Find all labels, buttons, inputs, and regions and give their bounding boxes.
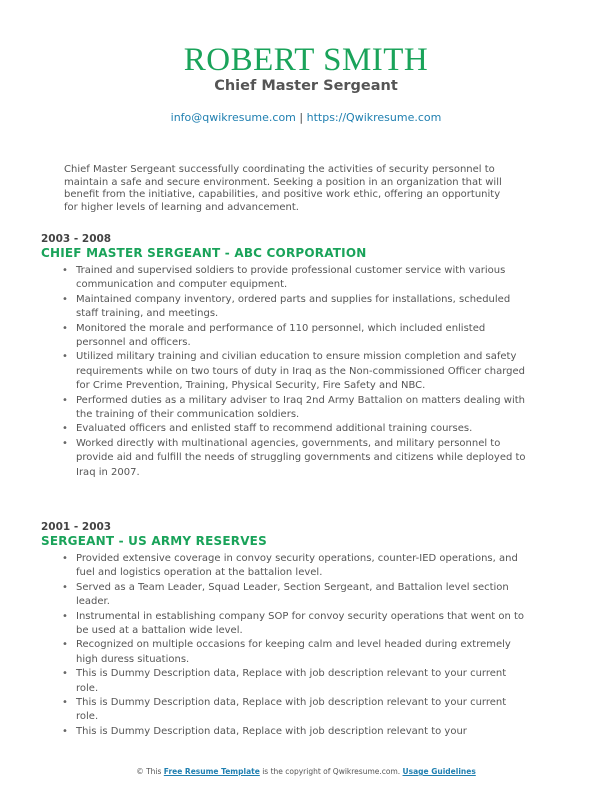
bullet-item (41, 725, 531, 739)
bullet-icon: • (62, 322, 68, 334)
bullet-text: Trained and supervised soldiers to provide professional customer service with various communication and computer equipment. (76, 265, 506, 291)
footer-copyright-text: is the copyright of Qwikresume.com. (262, 767, 401, 776)
website-link[interactable]: https://Qwikresume.com (306, 111, 442, 124)
bullet-text: This is Dummy Description data, Replace with job description relevant to your current role. (76, 668, 507, 694)
bullet-text: Monitored the morale and performance of 110 personnel, which included enlisted personnel and officers. (76, 322, 486, 349)
experience-entry (41, 521, 531, 739)
bullet-text: Served as a Team Leader, Squad Leader, Section Sergeant, and Battalion level section leader. (76, 581, 509, 608)
bullet-item (41, 696, 531, 725)
job-bullets (41, 264, 531, 480)
bullet-icon: • (62, 351, 68, 363)
contact-separator: | (299, 111, 304, 124)
bullet-item (41, 422, 531, 436)
job-heading: CHIEF MASTER SERGEANT - ABC CORPORATION (41, 246, 367, 260)
bullet-item (41, 610, 531, 639)
bullet-icon: • (62, 697, 68, 709)
bullet-item (41, 437, 531, 480)
footer (0, 767, 612, 777)
job-dates: 2003 - 2008 (41, 233, 112, 245)
email-link[interactable]: info@qwikresume.com (170, 111, 296, 124)
bullet-text: This is Dummy Description data, Replace with job description relevant to your current role. (76, 697, 507, 723)
bullet-item (41, 552, 531, 581)
bullet-text: Instrumental in establishing company SOP for convoy security operations that went on to be used at a battalion wide level. (76, 610, 525, 637)
job-heading: SERGEANT - US ARMY RESERVES (41, 534, 267, 548)
experience-entry (41, 233, 531, 480)
bullet-icon: • (62, 394, 68, 406)
bullet-icon: • (62, 437, 68, 449)
free-resume-template-link[interactable]: Free Resume Template (163, 767, 260, 776)
bullet-icon: • (62, 725, 68, 737)
bullet-icon: • (62, 553, 68, 564)
usage-guidelines-link[interactable]: Usage Guidelines (402, 767, 476, 776)
bullet-text: Utilized military training and civilian education to ensure mission completion and safety requirements while on two tours of duty in Iraq as the Non-commissioned Officer charged for Crime Prevention, Training, Physical Security, Fire Safety and NBC. (76, 351, 526, 392)
bullet-text: Evaluated officers and enlisted staff to recommend additional training courses. (76, 423, 473, 435)
bullet-item (41, 322, 531, 351)
bullet-text: This is Dummy Description data, Replace with job description relevant to your (76, 725, 467, 737)
job-dates: 2001 - 2003 (41, 521, 112, 533)
summary-paragraph: Chief Master Sergeant successfully coordinating the activities of security personnel to maintain a safe and secure environment. Seeking a position in an organization that will benefit from the initiative, capabilities, and positive work ethic, offering an opportunity for higher levels of learning and advancement. (64, 164, 502, 214)
bullet-item (41, 293, 531, 322)
job-bullets (41, 552, 531, 739)
bullet-icon: • (62, 639, 68, 651)
bullet-item (41, 638, 531, 667)
bullet-icon: • (62, 423, 68, 435)
footer-prefix: © This (136, 767, 162, 776)
bullet-item (41, 581, 531, 610)
bullet-text: Recognized on multiple occasions for keeping calm and level headed during extremely high duress situations. (76, 639, 511, 665)
bullet-text: Provided extensive coverage in convoy security operations, counter-IED operations, and fuel and logistics operation at the battalion level. (76, 553, 518, 579)
bullet-icon: • (62, 581, 68, 593)
bullet-text: Worked directly with multinational agencies, governments, and military personnel to provide aid and fulfill the needs of struggling governments and citizens while deployed to Iraq in 2007. (76, 437, 526, 478)
bullet-item (41, 667, 531, 696)
bullet-item (41, 264, 531, 293)
bullet-text: Maintained company inventory, ordered parts and supplies for installations, scheduled staff training, and meetings. (76, 293, 511, 320)
bullet-icon: • (62, 265, 68, 276)
job-title: Chief Master Sergeant (214, 78, 398, 94)
bullet-item (41, 350, 531, 393)
candidate-name: ROBERT SMITH (183, 42, 429, 78)
bullet-item (41, 394, 531, 423)
bullet-icon: • (62, 293, 68, 305)
bullet-icon: • (62, 668, 68, 680)
bullet-text: Performed duties as a military adviser to Iraq 2nd Army Battalion on matters dealing with the training of their communication soldiers. (76, 394, 526, 421)
bullet-icon: • (62, 610, 68, 622)
contact-line (0, 111, 612, 125)
